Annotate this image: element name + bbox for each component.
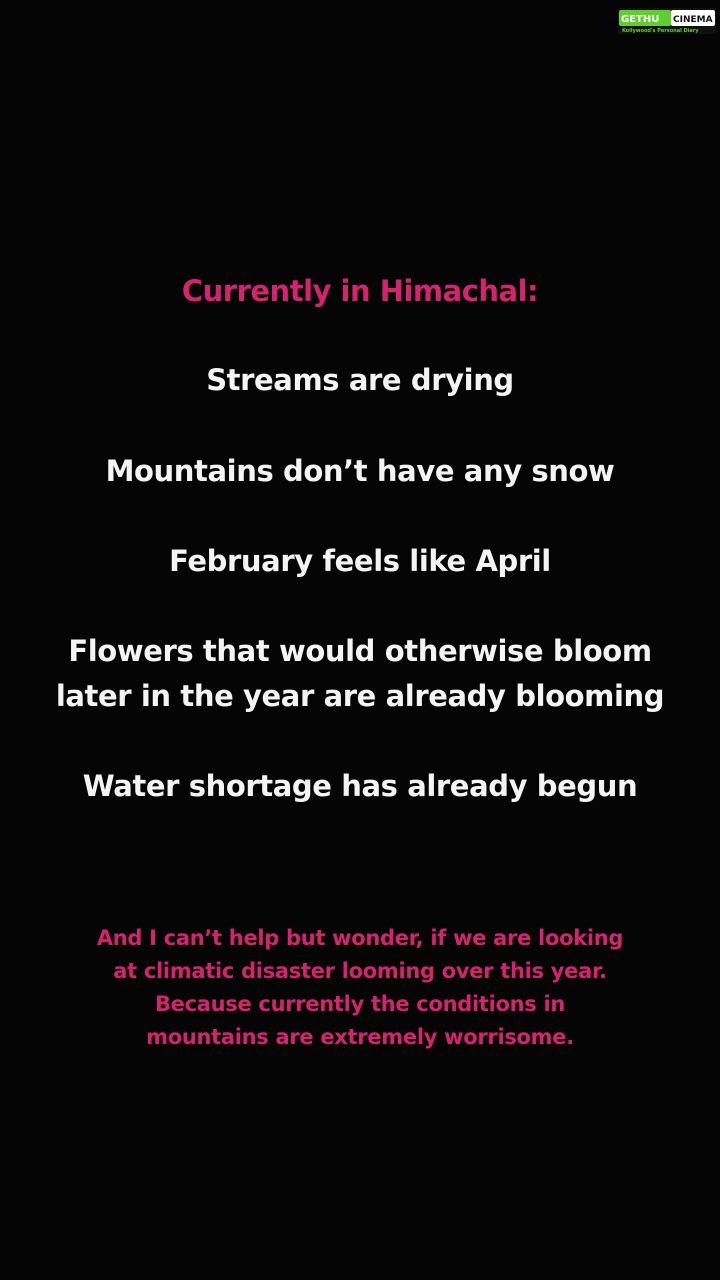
closing-line-3: Because currently the conditions in bbox=[154, 992, 566, 1016]
gethucinema-logo-icon bbox=[618, 8, 716, 34]
story-item-flowers-line-1: Flowers that would otherwise bloom bbox=[68, 634, 652, 668]
svg-text:GETHU: GETHU bbox=[621, 14, 660, 25]
story-item-flowers bbox=[0, 629, 720, 719]
story-item-water: Water shortage has already begun bbox=[82, 769, 638, 803]
closing-line-2: at climatic disaster looming over this year. bbox=[113, 959, 607, 983]
svg-text:CINEMA: CINEMA bbox=[673, 15, 713, 25]
story-closing-paragraph bbox=[0, 922, 720, 1054]
closing-line-4: mountains are extremely worrisome. bbox=[146, 1025, 574, 1049]
closing-line-1: And I can’t help but wonder, if we are looking bbox=[96, 926, 624, 950]
watermark-logo bbox=[618, 8, 716, 34]
story-item-mountains: Mountains don’t have any snow bbox=[105, 454, 615, 488]
story-item-streams: Streams are drying bbox=[206, 363, 514, 397]
svg-text:Kollywood's Personal Diary: Kollywood's Personal Diary bbox=[622, 28, 699, 34]
story-item-flowers-line-2: later in the year are already blooming bbox=[55, 679, 665, 713]
story-heading: Currently in Himachal: bbox=[181, 274, 539, 308]
story-item-february: February feels like April bbox=[169, 544, 551, 578]
